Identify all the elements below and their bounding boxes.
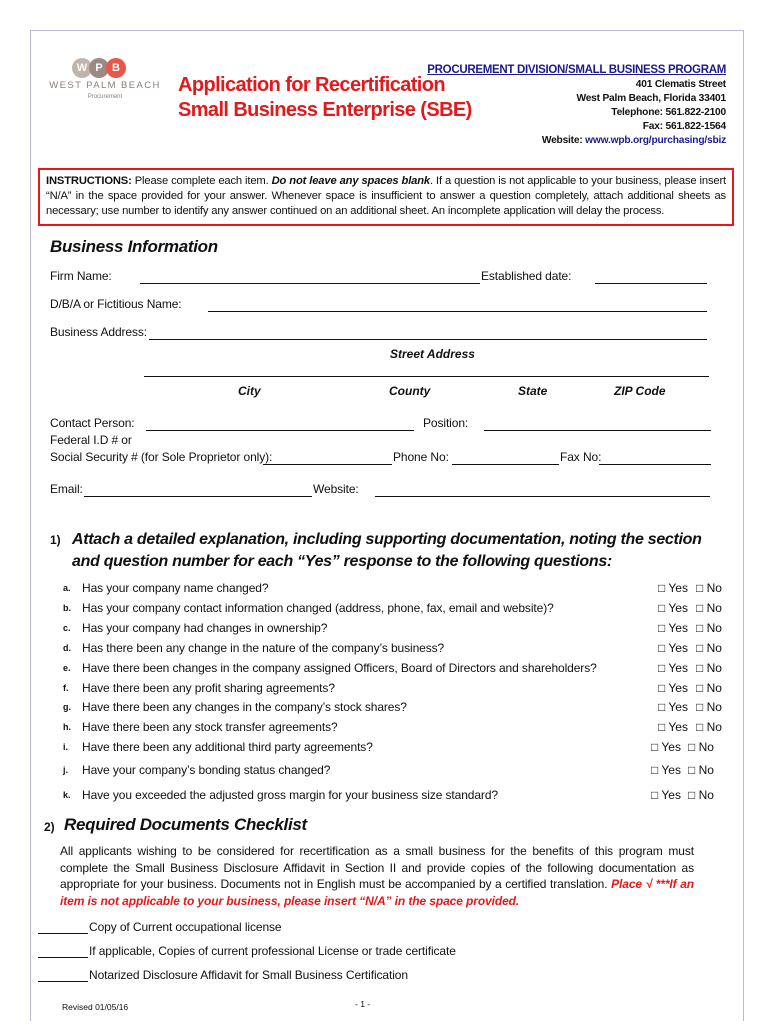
section2-body-text: All applicants wishing to be considered for recertification as a small business for the benefits of this program must complete the Small Business Disclosure Affidavit in Section II and provide copies of the following documentation as appropriate for your business. Documents not in English must be accompanied by a certified translation. [60, 844, 694, 891]
street-address-field[interactable] [149, 339, 707, 340]
question-text: Have there been any profit sharing agreements? [82, 681, 335, 695]
yes-checkbox[interactable]: □ Yes [658, 661, 688, 675]
no-checkbox[interactable]: □ No [688, 740, 714, 754]
division-name: PROCUREMENT DIVISION/SMALL BUSINESS PROGRAM [427, 64, 726, 76]
county-caption: County [389, 384, 431, 398]
question-text: Have there been changes in the company assigned Officers, Board of Directors and shareholders? [82, 661, 597, 675]
yes-checkbox[interactable]: □ Yes [658, 601, 688, 615]
section1-heading: Attach a detailed explanation, including supporting documentation, noting the section and question number for each “Yes” response to the following questions: [72, 531, 702, 570]
street-address-caption: Street Address [390, 347, 475, 361]
website-field-label: Website: [313, 482, 359, 496]
question-letter: d. [63, 643, 71, 653]
question-letter: h. [63, 722, 71, 732]
position-label: Position: [423, 416, 469, 430]
question-text: Have there been any stock transfer agreements? [82, 720, 338, 734]
city-caption: City [238, 384, 261, 398]
yes-checkbox[interactable]: □ Yes [658, 581, 688, 595]
fax-field[interactable] [599, 464, 711, 465]
division-telephone: Telephone: 561.822-2100 [611, 107, 726, 118]
email-label: Email: [50, 482, 83, 496]
dba-field[interactable] [208, 311, 707, 312]
question-text: Has there been any change in the nature of the company’s business? [82, 641, 445, 655]
page-number: - 1 - [355, 999, 371, 1009]
section2-heading: Required Documents Checklist [64, 815, 307, 834]
position-field[interactable] [484, 430, 711, 431]
email-field[interactable] [84, 496, 312, 497]
revised-date: Revised 01/05/16 [62, 1002, 129, 1012]
yes-checkbox[interactable]: □ Yes [651, 763, 681, 777]
question-letter: j. [63, 765, 69, 775]
question-letter: i. [63, 742, 69, 752]
yes-checkbox[interactable]: □ Yes [651, 788, 681, 802]
website-field[interactable] [375, 496, 710, 497]
wpb-logo [44, 52, 166, 106]
fax-label: Fax No: [560, 450, 602, 464]
firm-name-label: Firm Name: [50, 269, 112, 283]
question-letter: f. [63, 683, 69, 693]
instructions-part2: . If a question is not applicable to your business, please insert “N/A” in the space provided for your answer. Whenever space is insufficient to answer a question completely, attach additional sheets as necessary; use number to identify any answer continued on an additional sheet. An incomplete application will delay the process. [46, 175, 727, 217]
instructions-emphasis: Do not leave any spaces blank [271, 175, 431, 187]
federal-id-field[interactable] [263, 464, 392, 465]
question-text: Has your company name changed? [82, 581, 269, 595]
checklist-item-1: Copy of Current occupational license [89, 920, 282, 934]
dba-label: D/B/A or Fictitious Name: [50, 297, 182, 311]
question-letter: a. [63, 583, 71, 593]
logo-letter-w: W [72, 58, 92, 78]
established-label: Established date: [481, 269, 572, 283]
no-checkbox[interactable]: □ No [696, 601, 722, 615]
yes-checkbox[interactable]: □ Yes [658, 720, 688, 734]
no-checkbox[interactable]: □ No [688, 763, 714, 777]
state-caption: State [518, 384, 548, 398]
website-label: Website: [541, 135, 583, 146]
checklist-blank-3[interactable] [38, 981, 88, 982]
yes-checkbox[interactable]: □ Yes [651, 740, 681, 754]
contact-person-field[interactable] [146, 430, 414, 431]
no-checkbox[interactable]: □ No [696, 641, 722, 655]
federal-id-label: Federal I.D # or [50, 433, 132, 447]
question-text: Have there been any additional third party agreements? [82, 740, 373, 754]
instructions-part1: Please complete each item. [131, 175, 272, 187]
section2-body [60, 843, 694, 909]
division-city: West Palm Beach, Florida 33401 [576, 93, 726, 104]
checklist-item-2: If applicable, Copies of current professional License or trade certificate [89, 944, 456, 958]
question-letter: c. [63, 623, 71, 633]
logo-sub: Procurement [87, 94, 123, 100]
phone-field[interactable] [452, 464, 559, 465]
website-link[interactable]: www.wpb.org/purchasing/sbiz [585, 135, 726, 146]
logo-letter-p: P [89, 58, 109, 78]
question-letter: g. [63, 702, 71, 712]
checklist-blank-1[interactable] [38, 933, 88, 934]
yes-checkbox[interactable]: □ Yes [658, 700, 688, 714]
ssn-label: Social Security # (for Sole Proprietor only): [50, 450, 273, 464]
question-text: Have there been any changes in the company’s stock shares? [82, 700, 407, 714]
section2-number: 2) [44, 820, 55, 834]
question-letter: k. [63, 790, 71, 800]
no-checkbox[interactable]: □ No [688, 788, 714, 802]
checklist-item-3: Notarized Disclosure Affidavit for Small Business Certification [89, 968, 408, 982]
no-checkbox[interactable]: □ No [696, 681, 722, 695]
established-date-field[interactable] [595, 283, 707, 284]
section1-number: 1) [50, 533, 61, 547]
city-county-state-zip-field[interactable] [144, 376, 709, 377]
logo-name: WEST PALM BEACH [49, 80, 161, 91]
question-letter: e. [63, 663, 71, 673]
firm-name-field[interactable] [140, 283, 480, 284]
form-subtitle: Small Business Enterprise (SBE) [178, 99, 472, 121]
yes-checkbox[interactable]: □ Yes [658, 621, 688, 635]
question-text: Have your company’s bonding status changed? [82, 763, 331, 777]
no-checkbox[interactable]: □ No [696, 700, 722, 714]
zip-caption: ZIP Code [614, 384, 666, 398]
division-street: 401 Clematis Street [635, 79, 726, 90]
logo-letter-b: B [106, 58, 126, 78]
form-title: Application for Recertification [178, 74, 445, 96]
question-letter: b. [63, 603, 71, 613]
logo-circles [72, 58, 142, 78]
business-address-label: Business Address: [50, 325, 148, 339]
checklist-blank-2[interactable] [38, 957, 88, 958]
business-info-heading: Business Information [50, 237, 218, 256]
instructions-box [38, 168, 734, 226]
yes-checkbox[interactable]: □ Yes [658, 641, 688, 655]
no-checkbox[interactable]: □ No [696, 621, 722, 635]
no-checkbox[interactable]: □ No [696, 661, 722, 675]
division-fax: Fax: 561.822-1564 [642, 121, 726, 132]
phone-label: Phone No: [393, 450, 449, 464]
contact-person-label: Contact Person: [50, 416, 135, 430]
section2-red-note: Place √ ***If an item is not applicable to your business, please insert “N/A” in the space provided. [60, 877, 694, 908]
yes-checkbox[interactable]: □ Yes [658, 681, 688, 695]
question-text: Have you exceeded the adjusted gross margin for your business size standard? [82, 788, 498, 802]
no-checkbox[interactable]: □ No [696, 581, 722, 595]
question-text: Has your company had changes in ownership? [82, 621, 328, 635]
instructions-label: INSTRUCTIONS: [46, 175, 132, 187]
question-text: Has your company contact information changed (address, phone, fax, email and website)? [82, 601, 554, 615]
no-checkbox[interactable]: □ No [696, 720, 722, 734]
division-website [542, 135, 726, 146]
